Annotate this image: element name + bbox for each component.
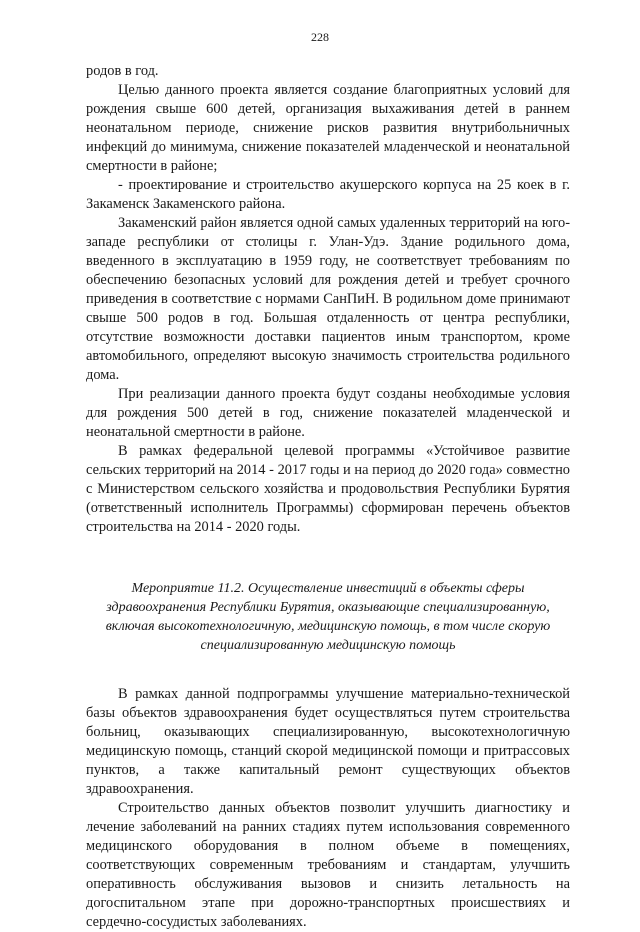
paragraph: Закаменский район является одной самых удаленных территорий на юго-западе республики от столицы г. Улан-Удэ. Здание родильного дома, введенного в эксплуатацию в 1959 году, не соответствует требованиям по обеспечению безопасных условий для рождения детей и требует срочного приведения в соответствие с нормами СанПиН. В родильном доме принимают свыше 500 родов в год. Большая отдаленность от центра республики, отсутствие возможности доставки пациентов иным транспортом, кроме автомобильного, определяют высокую значимость строительства родильного дома.	[86, 215, 570, 383]
paragraph: В рамках данной подпрограммы улучшение материально-технической базы объектов здравоохранения будет осуществляться путем строительства больниц, оказывающих специализированную, высокотехнологичную медицинскую помощь, станций скорой медицинской помощи и притрассовых пунктов, а также капитальный ремонт существующих объектов здравоохранения.	[86, 686, 570, 797]
page-number: 228	[311, 30, 329, 44]
paragraph: При реализации данного проекта будут созданы необходимые условия для рождения 500 детей в год, снижение показателей младенческой и неонатальной смертности в районе.	[86, 386, 570, 440]
document-body	[86, 62, 570, 932]
paragraph-continuation: родов в год.	[86, 63, 159, 79]
paragraph: Целью данного проекта является создание благоприятных условий для рождения свыше 600 детей, организация выхаживания детей в раннем неонатальном периоде, снижение рисков развития внутрибольничных инфекций до минимума, снижение показателей младенческой и неонатальной смертности в районе;	[86, 82, 570, 174]
paragraph: Строительство данных объектов позволит улучшить диагностику и лечение заболеваний на ранних стадиях путем использования современного медицинского оборудования в полном объеме в помещениях, соответствующих современным требованиям и стандартам, улучшить оперативность обслуживания вызовов и снизить летальность на догоспитальном этапе при дорожно-транспортных происшествиях и сердечно-сосудистых заболеваниях.	[86, 800, 570, 930]
section-heading: Мероприятие 11.2. Осуществление инвестиций в объекты сферы здравоохранения Республики Бурятия, оказывающие специализированную, включая высокотехнологичную, медицинскую помощь, в том числе скорую специализированную медицинскую помощь	[105, 581, 551, 653]
paragraph: - проектирование и строительство акушерского корпуса на 25 коек в г. Закаменск Закаменского района.	[86, 177, 570, 212]
paragraph: В рамках федеральной целевой программы «Устойчивое развитие сельских территорий на 2014 - 2017 годы и на период до 2020 года» совместно с Министерством сельского хозяйства и продовольствия Республики Бурятия (ответственный исполнитель Программы) сформирован перечень объектов строительства на 2014 - 2020 годы.	[86, 443, 570, 535]
